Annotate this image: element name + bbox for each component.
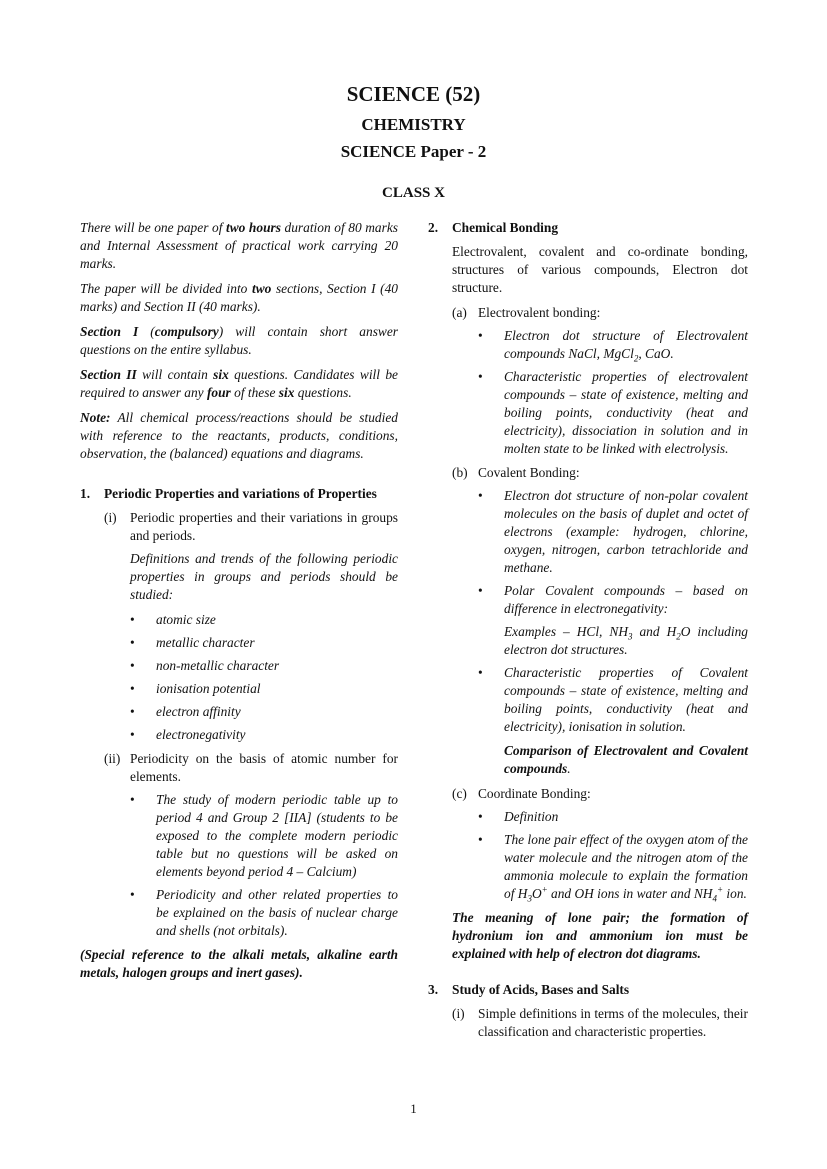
intro-paragraph-1: There will be one paper of two hours duration of 80 marks and Internal Assessment of practical work carrying 20 marks. <box>80 220 398 271</box>
paper-title: SCIENCE Paper - 2 <box>340 142 487 161</box>
intro-paragraph-3: Section I (compulsory) will contain short answer questions on the entire syllabus. <box>80 324 398 357</box>
page-number: 1 <box>410 1101 417 1116</box>
intro-paragraph-4: Section II will contain six questions. Candidates will be required to answer any four of these six questions. <box>80 367 399 400</box>
section-3-heading: 3. Study of Acids, Bases and Salts <box>428 982 630 997</box>
section-2-heading: 2. Chemical Bonding <box>428 220 559 235</box>
section-1-ii-list <box>130 791 398 940</box>
list-item: • metallic character <box>130 635 255 650</box>
subject-title: CHEMISTRY <box>361 115 466 134</box>
comparison-note: Comparison of Electrovalent and Covalent compounds. <box>504 743 748 776</box>
intro-paragraph-2: The paper will be divided into two sections, Section I (40 marks) and Section II (40 marks). <box>80 281 399 314</box>
section-1-special-reference: (Special reference to the alkali metals, alkaline earth metals, halogen groups and inert gases). <box>80 947 398 980</box>
section-2-item-b: (b) Covalent Bonding: <box>452 465 580 480</box>
list-item: • Characteristic properties of Covalent compounds – state of existence, melting and boiling points, conductivity (heat and electricity), ionisation in solution. <box>478 665 748 734</box>
page-title: SCIENCE (52) <box>346 82 481 106</box>
list-item: • ionisation potential <box>130 681 261 696</box>
left-column <box>80 219 398 989</box>
list-item: • Electron dot structure of non-polar covalent molecules on the basis of duplet and octet of electrons (example: hydrogen, chlorine, oxygen, nitrogen, carbon tetrachloride and methane. <box>478 488 748 575</box>
list-item: • Definition <box>478 809 559 824</box>
list-item: • The study of modern periodic table up to period 4 and Group 2 [IIA] (students to be exposed to the complete modern periodic table but no questions will be asked on elements beyond period 4 – Calcium) <box>130 792 398 879</box>
section-2-a-list <box>478 327 748 458</box>
section-2-item-a: (a) Electrovalent bonding: <box>452 305 601 320</box>
polar-covalent-examples: Examples – HCl, $NH_3$ and $H_2O$ including electron dot structures. <box>504 624 748 657</box>
section-2-b-list <box>478 487 748 736</box>
intro-note: Note: All chemical process/reactions should be studied with reference to the reactants, products, conditions, observation, the (balanced) equations and diagrams. <box>80 410 398 461</box>
section-1-i-list <box>130 611 398 744</box>
section-1-definitions: Definitions and trends of the following periodic properties in groups and periods should be studied: <box>130 551 398 602</box>
section-1-item-ii: (ii) Periodicity on the basis of atomic number for elements. <box>104 751 398 784</box>
list-item: • Periodicity and other related properties to be explained on the basis of nuclear charge and shells (not orbitals). <box>130 887 398 938</box>
class-title: CLASS X <box>382 185 445 201</box>
section-2-intro: Electrovalent, covalent and co-ordinate bonding, structures of various compounds, Electron dot structure. <box>452 244 748 295</box>
right-column <box>428 219 748 1046</box>
section-3-item-i: (i) Simple definitions in terms of the molecules, their classification and characteristic properties. <box>452 1006 748 1039</box>
section-1-heading: 1. Periodic Properties and variations of Properties <box>80 486 377 501</box>
list-item: • Polar Covalent compounds – based on difference in electronegativity: Examples – HCl, $NH_3$ and $H_2O$ including electron dot structures. <box>478 583 748 657</box>
list-item: • electronegativity <box>130 727 246 742</box>
list-item: • The lone pair effect of the oxygen atom of the water molecule and the nitrogen atom of the ammonia molecule to explain the formation of $H_3O^+$ and OH ions in water and $NH_4^+$ ion. <box>478 832 748 904</box>
list-item: • Characteristic properties of electrovalent compounds – state of existence, melting and boiling points, conductivity (heat and electricity), dissociation in solution and in molten state to be linked with electrolysis. <box>478 369 748 456</box>
list-item: • electron affinity <box>130 704 241 719</box>
section-1-item-i: (i) Periodic properties and their variations in groups and periods. <box>104 510 398 543</box>
list-item: • non-metallic character <box>130 658 280 673</box>
section-2-c-list <box>478 808 748 903</box>
list-item: • Electron dot structure of Electrovalent compounds NaCl, MgCl$_2$, CaO. <box>478 328 748 364</box>
section-2-item-c: (c) Coordinate Bonding: <box>452 786 591 801</box>
lone-pair-note: The meaning of lone pair; the formation of hydronium ion and ammonium ion must be explained with help of electron dot diagrams. <box>452 910 748 961</box>
list-item: • atomic size <box>130 612 216 627</box>
